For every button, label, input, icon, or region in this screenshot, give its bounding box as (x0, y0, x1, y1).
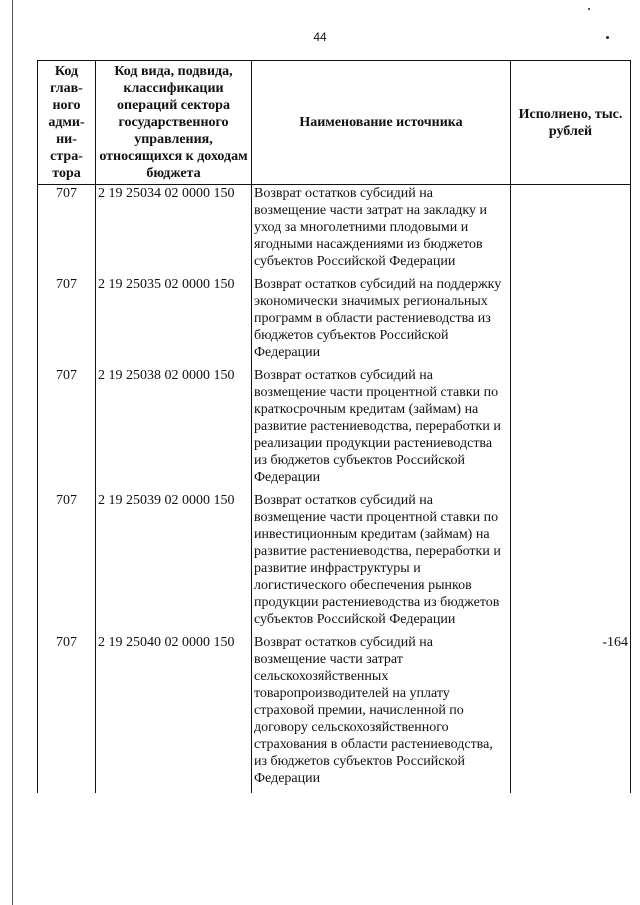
row-amount: -164 (511, 634, 631, 793)
header-classification-code: Код вида, подвида, классификации операций сектора государственного управления, относящихся к доходам бюджета (96, 61, 252, 185)
row-admin: 707 (38, 634, 96, 793)
row-admin: 707 (38, 276, 96, 367)
scan-edge-line (12, 0, 13, 905)
row-amount (511, 367, 631, 492)
scan-speck (588, 8, 590, 10)
row-code: 2 19 25039 02 0000 150 (96, 492, 252, 634)
row-amount (511, 276, 631, 367)
row-amount (511, 185, 631, 277)
row-name: Возврат остатков субсидий на возмещение части затрат сельскохозяйственных товаропроизводителей на уплату страховой премии, начисленной по договору сельскохозяйственного страхования в области растениеводства, из бюджетов субъектов Российской Федерации (252, 634, 511, 793)
header-admin-code: Код глав-ного адми-ни-стра-тора (38, 61, 96, 185)
row-admin: 707 (38, 492, 96, 634)
row-admin: 707 (38, 367, 96, 492)
row-name: Возврат остатков субсидий на возмещение части затрат на закладку и уход за многолетними плодовыми и ягодными насаждениями из бюджетов субъектов Российской Федерации (252, 185, 511, 277)
table-row (38, 634, 631, 793)
row-name: Возврат остатков субсидий на поддержку экономически значимых региональных программ в области растениеводства из бюджетов субъектов Российской Федерации (252, 276, 511, 367)
table-row (38, 367, 631, 492)
sources-table (37, 60, 631, 793)
row-code: 2 19 25035 02 0000 150 (96, 276, 252, 367)
row-code: 2 19 25038 02 0000 150 (96, 367, 252, 492)
row-code: 2 19 25040 02 0000 150 (96, 634, 252, 793)
table-header-row (38, 61, 631, 185)
row-amount (511, 492, 631, 634)
row-admin: 707 (38, 185, 96, 277)
header-source-name: Наименование источника (252, 61, 511, 185)
page-number: 44 (313, 30, 327, 44)
header-executed-amount: Исполнено, тыс. рублей (511, 61, 631, 185)
row-name: Возврат остатков субсидий на возмещение части процентной ставки по краткосрочным кредитам (займам) на развитие растениеводства, переработки и реализации продукции растениеводства из бюджетов субъектов Российской Федерации (252, 367, 511, 492)
row-code: 2 19 25034 02 0000 150 (96, 185, 252, 277)
table-row (38, 276, 631, 367)
table-row (38, 185, 631, 277)
row-name: Возврат остатков субсидий на возмещение части процентной ставки по инвестиционным кредитам (займам) на развитие растениеводства, переработки и развитие инфраструктуры и логистического обеспечения рынков продукции растениеводства из бюджетов субъектов Российской Федерации (252, 492, 511, 634)
table-row (38, 492, 631, 634)
